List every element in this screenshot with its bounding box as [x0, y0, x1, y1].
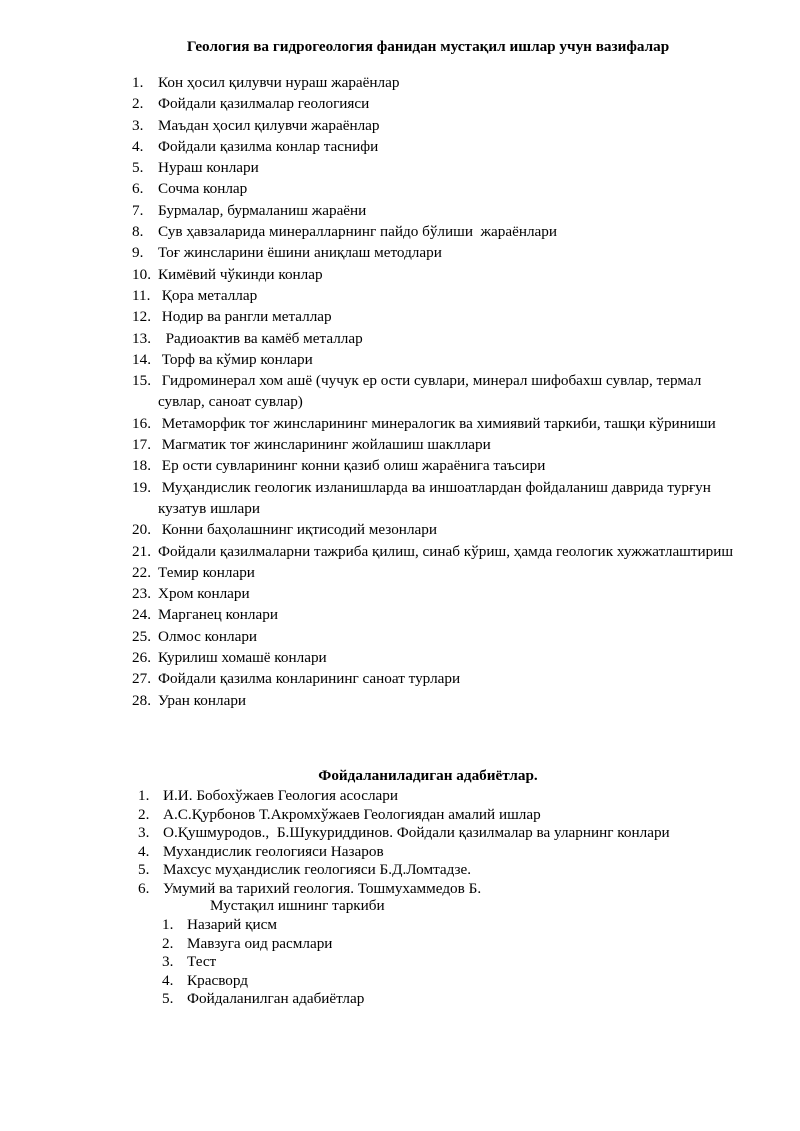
composition-item — [162, 953, 562, 972]
topic-item-number: 24. — [132, 606, 151, 624]
topic-item-text: Марганец конлари — [158, 606, 278, 624]
reference-item — [138, 861, 758, 880]
topic-item-text: Торф ва кўмир конлари — [158, 350, 313, 368]
topic-item — [132, 668, 742, 689]
topic-item-text: Кон ҳосил қилувчи нураш жараёнлар — [158, 74, 400, 91]
references-list — [138, 787, 758, 898]
topic-item — [132, 583, 742, 604]
composition-item-text: Мавзуга оид расмлари — [187, 934, 333, 952]
topic-item-number: 16. — [132, 414, 151, 432]
topic-item-number: 18. — [132, 457, 151, 475]
composition-item-text: Тест — [187, 953, 217, 970]
topic-item — [132, 178, 742, 199]
reference-item-number: 6. — [138, 879, 150, 897]
topic-item-text: Фойдали қазилмалар геологияси — [158, 95, 370, 113]
topic-item — [132, 221, 742, 242]
topic-item-text: Ер ости сувларининг конни қазиб олиш жараёнига таъсири — [158, 457, 546, 475]
topic-item-number: 3. — [132, 116, 144, 134]
topic-item-text: Нураш конлари — [158, 159, 259, 177]
composition-item — [162, 990, 562, 1009]
topic-item-number: 17. — [132, 436, 151, 454]
topic-item — [132, 242, 742, 263]
topic-item-text: Курилиш хомашё конлари — [158, 649, 327, 667]
topic-item-text: Бурмалар, бурмаланиш жараёни — [158, 201, 367, 219]
topic-item-text: Фойдали қазилмаларни тажриба қилиш, синаб кўриш, ҳамда геологик хужжатлаштириш — [158, 542, 734, 560]
topic-item-text: Конни баҳолашнинг иқтисодий мезонлари — [158, 521, 437, 539]
reference-item-number: 1. — [138, 787, 150, 804]
topic-item — [132, 285, 742, 306]
reference-item-text: Мухандислик геологияси Назаров — [163, 842, 384, 860]
topic-item-number: 28. — [132, 691, 151, 709]
reference-item-number: 2. — [138, 805, 150, 823]
topic-item — [132, 690, 742, 711]
topic-item — [132, 519, 742, 540]
topic-item-number: 5. — [132, 159, 144, 177]
document-title: Геология ва гидрогеология фанидан мустақил ишлар учун вазифалар — [186, 38, 670, 55]
reference-item-text: А.С.Қурбонов Т.Акромхўжаев Геологиядан амалий ишлар — [163, 805, 541, 823]
topic-item-text: Муҳандислик геологик изланишларда ва иншоатлардан фойдаланиш даврида турғун кузатув ишлари — [158, 478, 715, 517]
topic-item — [132, 200, 742, 221]
topic-item-number: 8. — [132, 223, 144, 241]
topics-list — [132, 72, 742, 711]
reference-item-text: Махсус муҳандислик геологияси Б.Д.Ломтадзе. — [163, 861, 472, 878]
composition-item-number: 5. — [162, 990, 174, 1007]
topic-item-number: 25. — [132, 627, 151, 645]
reference-item-text: О.Қушмуродов., Б.Шукуриддинов. Фойдали қазилмалар ва уларнинг конлари — [163, 824, 670, 841]
topic-item-number: 26. — [132, 649, 151, 667]
composition-title: Мустақил ишнинг таркиби — [210, 897, 385, 914]
topic-item — [132, 413, 742, 434]
topic-item-text: Темир конлари — [158, 563, 255, 581]
topic-item-text: Хром конлари — [158, 585, 250, 603]
composition-item-text: Назарий қисм — [187, 916, 277, 933]
reference-item-number: 4. — [138, 842, 150, 860]
topic-item-number: 22. — [132, 563, 151, 581]
topic-item — [132, 264, 742, 285]
topic-item — [132, 370, 742, 413]
topic-item-text: Фойдали қазилма конларининг саноат турлари — [158, 670, 461, 688]
topic-item — [132, 541, 742, 562]
reference-item — [138, 843, 758, 862]
reference-item — [138, 880, 758, 899]
topic-item-text: Қора металлар — [158, 286, 258, 304]
topic-item-text: Фойдали қазилма конлар таснифи — [158, 137, 379, 155]
composition-item — [162, 972, 562, 991]
topic-item-number: 15. — [132, 372, 151, 390]
topic-item-number: 9. — [132, 244, 144, 262]
topic-item — [132, 562, 742, 583]
reference-item-text: И.И. Бобохўжаев Геология асослари — [163, 787, 399, 804]
topic-item — [132, 434, 742, 455]
topic-item-text: Сув ҳавзаларида минералларнинг пайдо бўлиши жараёнлари — [158, 223, 558, 241]
composition-item-text: Красворд — [187, 971, 248, 989]
composition-item-text: Фойдаланилган адабиётлар — [187, 990, 365, 1007]
topic-item — [132, 72, 742, 93]
reference-item-text: Умумий ва тарихий геология. Тошмухаммедов Б. — [163, 879, 482, 897]
topic-item-number: 12. — [132, 308, 151, 326]
reference-item-number: 3. — [138, 824, 150, 841]
reference-item-number: 5. — [138, 861, 150, 878]
topic-item-number: 23. — [132, 585, 151, 603]
composition-item — [162, 916, 562, 935]
topic-item — [132, 626, 742, 647]
topic-item — [132, 477, 742, 520]
references-title: Фойдаланиладиган адабиётлар. — [318, 767, 538, 784]
topic-item — [132, 647, 742, 668]
topic-item — [132, 93, 742, 114]
composition-item-number: 1. — [162, 916, 174, 933]
topic-item-number: 21. — [132, 542, 151, 560]
topic-item-text: Тоғ жинсларини ёшини аниқлаш методлари — [158, 244, 442, 262]
topic-item-text: Сочма конлар — [158, 180, 248, 198]
topic-item — [132, 349, 742, 370]
reference-item — [138, 824, 758, 843]
composition-item-number: 3. — [162, 953, 174, 970]
topic-item-text: Кимёвий чўкинди конлар — [158, 265, 323, 283]
topic-item-number: 27. — [132, 670, 151, 688]
topic-item-number: 4. — [132, 137, 144, 155]
topic-item-text: Радиоактив ва камёб металлар — [158, 329, 363, 347]
topic-item-number: 11. — [132, 286, 151, 304]
topic-item-text: Гидроминерал хом ашё (чучук ер ости сувлари, минерал шифобахш сувлар, термал сувлар, саноат сувлар) — [158, 372, 706, 411]
composition-item-number: 2. — [162, 934, 174, 952]
topic-item-number: 20. — [132, 521, 151, 539]
topic-item — [132, 328, 742, 349]
topic-item — [132, 115, 742, 136]
composition-item-number: 4. — [162, 971, 174, 989]
topic-item-number: 6. — [132, 180, 144, 198]
topic-item — [132, 136, 742, 157]
composition-list — [162, 916, 562, 1009]
topic-item — [132, 604, 742, 625]
topic-item-text: Нодир ва рангли металлар — [158, 308, 332, 326]
topic-item-text: Маъдан ҳосил қилувчи жараёнлар — [158, 116, 380, 134]
reference-item — [138, 806, 758, 825]
topic-item-text: Метаморфик тоғ жинсларининг минералогик ва химиявий таркиби, ташқи кўриниши — [158, 414, 716, 432]
topic-item-number: 19. — [132, 478, 151, 496]
topic-item — [132, 157, 742, 178]
topic-item-text: Магматик тоғ жинсларининг жойлашиш шакллари — [158, 436, 491, 454]
topic-item-number: 1. — [132, 74, 144, 91]
topic-item-number: 2. — [132, 95, 144, 113]
composition-item — [162, 935, 562, 954]
topic-item-number: 14. — [132, 350, 151, 368]
topic-item — [132, 455, 742, 476]
topic-item-number: 10. — [132, 265, 151, 283]
reference-item — [138, 787, 758, 806]
topic-item-number: 7. — [132, 201, 144, 219]
topic-item-number: 13. — [132, 329, 151, 347]
topic-item-text: Олмос конлари — [158, 627, 258, 645]
topic-item-text: Уран конлари — [158, 691, 247, 709]
topic-item — [132, 306, 742, 327]
